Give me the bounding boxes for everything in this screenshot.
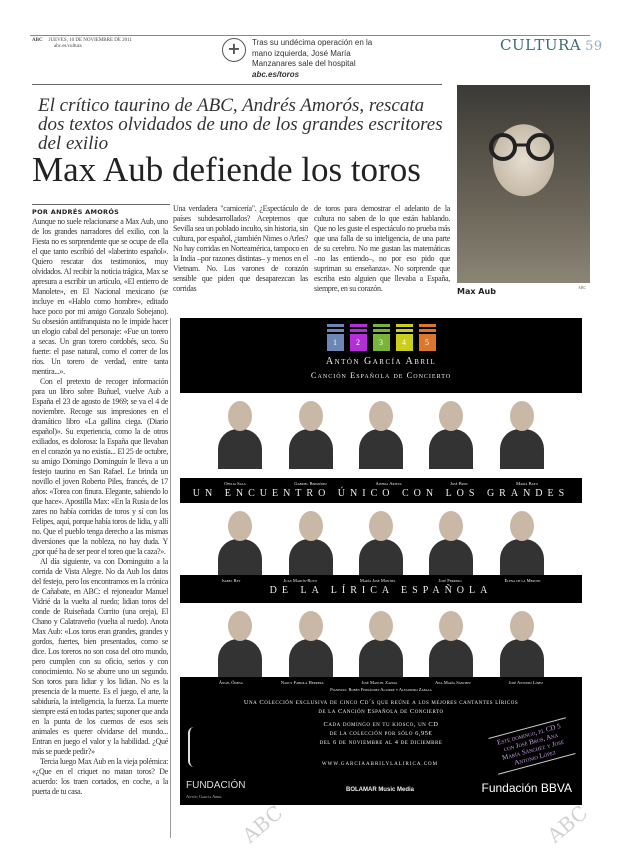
ad-tagline-1: UN ENCUENTRO ÚNICO CON LOS GRANDES: [192, 488, 570, 499]
cd-number: 2: [350, 334, 367, 351]
singer-name: Nancy Fabiola Herrera: [280, 680, 324, 685]
ad-bottom-band: [180, 677, 582, 805]
singer-name: José Antonio López: [508, 680, 544, 685]
singer-name: Ana María Sánchez: [435, 680, 471, 685]
glasses-detail: [478, 133, 568, 161]
singer-photo: [355, 603, 407, 677]
singer-photo: [425, 503, 477, 575]
cd-number: 5: [419, 334, 436, 351]
singer-names-3: [180, 677, 582, 685]
singer-name: Ofelia Sala: [224, 481, 246, 486]
plus-icon: +: [222, 38, 246, 62]
page-number: 59: [585, 39, 603, 54]
singer-photo: [496, 603, 548, 677]
max-aub-photo: [457, 85, 590, 283]
singer-photo: [285, 393, 337, 478]
paragraph: Aunque no suele relacionarse a Max Aub, uno de los grandes narradores del exilio, con la Fiesta no es sorprendente que se ocupe de ella el que tanto escribió del «laberinto español». Quiero rescatar dos testimonios, muy olvidados. Al recibir la noticia trágica, Max se apresura a escribir un artículo, «El entierro de Manolete», en El Nacional mexicano (se incluye en «Hablo como hombre», editado hace poco por mi amigo Gonzalo Sobejano). Su obsesión antifranquista no le impide hacer un elogio cabal del personaje: «Fue un torero a secas. Un gran torero cordobés, seco. Su fuerte: el pase natural, como el correr de los ríos. Un torero de verdad, entre tanta mentira...».: [32, 217, 168, 376]
offer-line-1: Cada domingo en tu kiosco, un CD: [323, 721, 439, 728]
section-url[interactable]: abc.es/cultura: [54, 44, 82, 49]
singer-name: Juan Martín-Royo: [283, 578, 317, 583]
cd-number: 4: [396, 334, 413, 351]
singer-photo: [214, 603, 266, 677]
singer-photo: [496, 393, 548, 478]
article-subtitle: El crítico taurino de ABC, Andrés Amorós, rescata dos textos olvidados de uno de los grandes escritores del exilio: [38, 95, 443, 154]
singer-photo: [425, 393, 477, 478]
section-title: [500, 36, 603, 54]
singer-photo: [214, 503, 266, 575]
singer-photos-row-1: [180, 393, 582, 478]
article-column-3: de toros para demostrar el adelanto de la cultura no saben de lo que están hablando. Que no les guste el espectáculo no prueba más que una falla de su inteligencia, de una parte de su cerebro. No me gustan las matemáticas –no las entiendo–, no por eso pido que supriman su enseñanza». No sorprende que escriba esto alguien que llevaba a España, siempre, en su corazón.: [314, 204, 450, 293]
singer-names-1: [180, 478, 582, 486]
singer-photos-row-2: [180, 503, 582, 575]
teaser[interactable]: [252, 38, 392, 80]
cd-box-3: [373, 324, 390, 351]
singer-name: María José Montiel: [359, 578, 396, 583]
singer-name: Isabel Rey: [221, 578, 241, 583]
byline-rule: [32, 204, 170, 205]
cd-box-1: [327, 324, 344, 351]
singer-names-2: [180, 575, 582, 583]
date: JUEVES, 10 DE NOVIEMBRE DE 2011: [48, 38, 132, 43]
singer-photo: [425, 603, 477, 677]
singer-photo: [285, 603, 337, 677]
foundation-logo-icon: [188, 727, 200, 767]
singer-photo: [214, 393, 266, 478]
page-header-info: [32, 38, 132, 50]
singer-name: María Bayo: [516, 481, 538, 486]
watermark: ABC: [542, 800, 593, 848]
watermark: ABC: [237, 800, 288, 848]
sponsor-logo: Fundación BBVA: [481, 781, 572, 795]
column-rule: [170, 318, 171, 838]
byline: POR ANDRÉS AMORÓS: [32, 208, 120, 216]
cd-number: 1: [327, 334, 344, 351]
singer-photo: [355, 503, 407, 575]
photo-caption: Max Aub: [457, 287, 496, 296]
singer-photo: [285, 503, 337, 575]
cd-box-2: [350, 324, 367, 351]
names-band-1: [180, 478, 582, 503]
paragraph: Al día siguiente, va con Dominguito a la corrida de Vista Alegre. No da Aub los datos del festejo, pero los encontramos en la crónica de Cañabate, en ABC: el rejoneador Manuel Vidrié da la vuelta al ruedo; lidian toros del conde de Ruiseñada Currito (una oreja), El Chano y Calatraveño (vuelta al ruedo). Anota Max Aub: «Los toros eran grandes, grandes y gordos, fuertes, bien presentados, como se dice. Los toreros no son cosa del otro mundo, pero cumplen con su oficio, serios y con conocimiento. No se aburre uno un segundo. Son toros para lidiar y los lidian. No es la presencia de la muerte. Es el juego, el arte, la sabiduría, la inteligencia, la fuerza. La muerte siempre está en todas partes; suponer que anda en la punta de los cuernos de esos seis animales es querer olvidarse del mundo... Entran en juego el valor y la habilidad. ¿Qué más se puede pedir?»: [32, 557, 168, 756]
paragraph: Con el pretexto de recoger información para un libro sobre Buñuel, vuelve Aub a España el 23 de agosto de 1969; se va el 4 de noviembre. Recoge sus impresiones en el dramático libro «La gallina ciega. (Diario español)». Su experiencia, como la de otros exiliados, es dolorosa: la España que llevaban en el corazón ya no existía... El 25 de octubre, su amigo Domingo Dominguín le lleva a un festejo taurino en San Rafael. Le brinda un novillo el joven Roberto Piles, francés, de 17 años: «Torea con finura. Elegante, sabiendo lo que hace». Apostilla Max: «En la Rusia de los zares no había corridas de toros y sí con los Felipes, aquí, porque había toros de lidia, y allí no. Que el pueblo tenga derecho a las mismas diversiones que la nobleza, no hay duda. Y ¿por qué ha de ser peor el toreo que la caza?».: [32, 377, 168, 556]
promo-text: Este domingo, el CD 5 con José Bros, Ana María Sánchez y José Antonio López: [488, 717, 575, 774]
article-column-1: [32, 217, 168, 797]
divider: [32, 84, 442, 85]
singer-name: José Manuel Zapata: [361, 680, 398, 685]
singer-photo: [355, 393, 407, 478]
cd-boxes: [180, 324, 582, 351]
photo-credit: ABC: [578, 285, 587, 290]
section-name: CULTURA: [500, 36, 582, 54]
cd-number: 3: [373, 334, 390, 351]
collection-text: Una Colección exclusiva de cinco Cd´s que reúne a los mejores cantantes líricos de la Canción Española de Concierto: [243, 699, 519, 715]
foundation-name: FUNDACIÓN: [186, 780, 246, 791]
singer-name: Elena de la Merced: [504, 578, 541, 583]
pianists: Pianistas: Rubén Fernández Aguirre y Alejandro Zabala: [330, 687, 432, 692]
ad-subtitle: Canción Española de Concierto: [310, 370, 452, 380]
singer-name: Ángel Ódena: [218, 680, 243, 685]
advertisement[interactable]: [180, 318, 582, 805]
article-column-2: Una verdadera "carnicería". ¿Espectáculo de países subdesarrollados? Aceptemos que Sevilla sea un poblado inculto, sin historia, sin cultura, por español, ¿también Nimes o Arles? No hay corridas en Norteamérica, tampoco en la India –por razones distintas– y menos en el Vietnam. No. Los varones de corazón sensible que piden que desaparezcan las corridas: [173, 204, 308, 293]
ad-title-band: [180, 318, 582, 393]
singer-photo: [496, 503, 548, 575]
cd-box-4: [396, 324, 413, 351]
singer-name: Ainhoa Arteta: [375, 481, 402, 486]
record-label: BOLAMAR Music Media: [345, 787, 414, 793]
names-band-2: [180, 575, 582, 603]
article-headline: Max Aub defiende los toros: [32, 150, 421, 189]
foundation-subtitle: Antón García Abril: [186, 794, 223, 799]
ad-title: Antón García Abril: [325, 356, 437, 367]
singer-name: José Bros: [450, 481, 468, 486]
cd-box-5: [419, 324, 436, 351]
teaser-text: Tras su undécima operación en la mano izquierda, José María Manzanares sale del hospital: [252, 38, 373, 68]
ad-tagline-2: DE LA LÍRICA ESPAÑOLA: [269, 585, 493, 596]
singer-name: José Ferrero: [438, 578, 462, 583]
paragraph: Tercia luego Max Aub en la vieja polémica: «¿Que en el criquet no matan toros? De acuerdo: los traen cortados, en coche, a la puerta de tu casa.: [32, 757, 168, 796]
singer-name: Gabriel Bermúdez: [294, 481, 327, 486]
offer-line-3: del 6 de noviembre al 4 de diciembre: [319, 739, 443, 746]
ad-url[interactable]: WWW.GARCIAABRILYLALIRICA.COM: [321, 762, 439, 767]
brand: ABC: [32, 38, 43, 43]
offer-line-2: de la colección por sólo 6,95€: [329, 730, 433, 737]
singer-photos-row-3: [180, 603, 582, 677]
teaser-link[interactable]: abc.es/toros: [252, 69, 300, 79]
